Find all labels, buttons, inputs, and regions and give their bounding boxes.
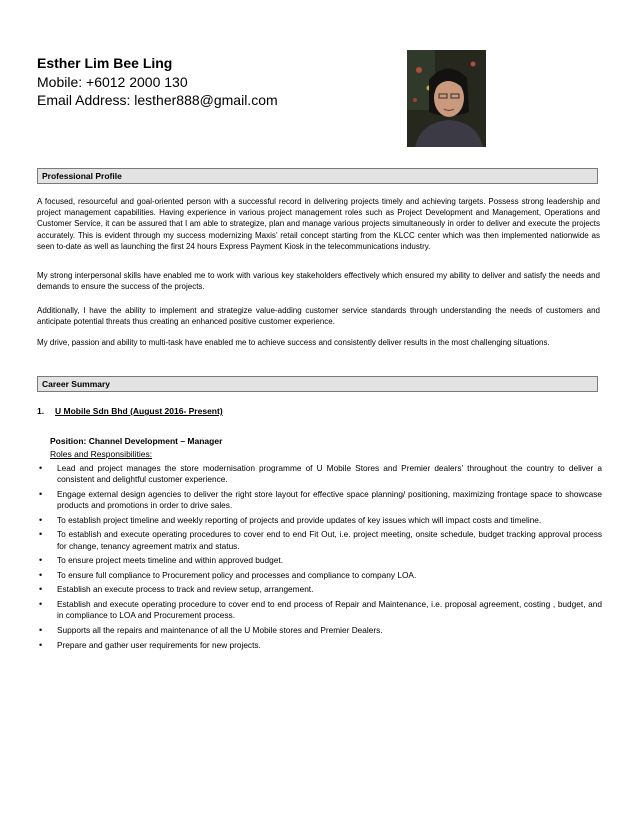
- list-item: • Establish and execute operating procedure to cover end to end process of Repair and Maintenance, i.e. proposal agreement, costing , budget, and in compliance to LOA and Procurement process.: [39, 599, 602, 621]
- bullet-icon: •: [39, 569, 43, 580]
- profile-paragraph-4: My drive, passion and ability to multi-task have enabled me to achieve success and consistently deliver results in the most challenging situations.: [37, 338, 550, 347]
- list-item: • To establish and execute operating procedures to cover end to end Fit Out, i.e. project meeting, onsite schedule, budget tracking approval process for change, tenancy agreement matrix and status.: [39, 529, 602, 551]
- list-item: • Engage external design agencies to deliver the right store layout for effective space planning/ positioning, maximizing frontage space to showcase products and promotions in order to drive sales.: [39, 488, 602, 511]
- profile-paragraph-1: A focused, resourceful and goal-oriented person with a successful record in delivering projects timely and achieving targets. Possess strong leadership and project management capabilities. Having experience in various project management roles such as Project Development and Management, Operations and Customer Service, it can be assured that I am able to strategize, plan and manage various projects simultaneously in order to deliver and execute the projects accurately. This is evident through my success modernizing Maxis’ retail concept starting from the KLCC center which was then implemented nationwide as seen to-date as well as launching the first 24 hours Express Payment Kiosk in the telecommunications industry.: [37, 197, 600, 251]
- section-header-professional-profile: Professional Profile: [37, 168, 598, 184]
- candidate-name: Esther Lim Bee Ling: [37, 55, 173, 71]
- bullet-icon: •: [39, 514, 43, 525]
- bullet-icon: •: [39, 463, 43, 473]
- profile-paragraph-2: My strong interpersonal skills have enabled me to work with various key stakeholders effectively which ensured my ability to deliver and satisfy the needs and demands to ensure the success of the projects.: [37, 271, 600, 292]
- profile-photo: [407, 50, 486, 147]
- bullet-icon: •: [39, 584, 43, 595]
- roles-label: Roles and Responsibilities:: [50, 449, 153, 459]
- bullet-icon: •: [39, 529, 43, 540]
- mobile-number: Mobile: +6012 2000 130: [37, 74, 188, 90]
- list-item: • Establish an execute process to track and review setup, arrangement.: [39, 584, 314, 595]
- list-item: • To ensure full compliance to Procurement policy and processes and compliance to company LOA.: [39, 569, 417, 580]
- profile-paragraph-3: Additionally, I have the ability to implement and strategize value-adding customer service standards through understanding the needs of customers and anticipate potential threats thus creating an enhanced positive customer experience.: [37, 306, 600, 327]
- email-address: Email Address: lesther888@gmail.com: [37, 92, 278, 108]
- section-header-career-summary: Career Summary: [37, 376, 598, 392]
- list-item: • To establish project timeline and weekly reporting of projects and provide updates of key issues which will impact costs and timeline.: [39, 514, 542, 525]
- company-name: U Mobile Sdn Bhd (August 2016- Present): [55, 406, 223, 416]
- list-item: • Prepare and gather user requirements for new projects.: [39, 639, 261, 650]
- bullet-icon: •: [39, 488, 43, 499]
- list-item: • Lead and project manages the store modernisation programme of U Mobile Stores and Premier dealers’ throughout the country to deliver a consistent and delightful customer experience.: [39, 463, 602, 485]
- bullet-icon: •: [39, 624, 43, 635]
- bullet-icon: •: [39, 639, 43, 650]
- job-heading: [37, 406, 223, 416]
- list-item: • To ensure project meets timeline and within approved budget.: [39, 555, 283, 566]
- job-number: 1.: [37, 406, 45, 416]
- contact-header: [37, 54, 397, 109]
- job-position: Position: Channel Development – Manager: [50, 436, 223, 446]
- bullet-icon: •: [39, 599, 43, 610]
- bullet-icon: •: [39, 555, 43, 566]
- responsibilities-list: [37, 463, 602, 654]
- list-item: • Supports all the repairs and maintenance of all the U Mobile stores and Premier Dealers.: [39, 624, 383, 635]
